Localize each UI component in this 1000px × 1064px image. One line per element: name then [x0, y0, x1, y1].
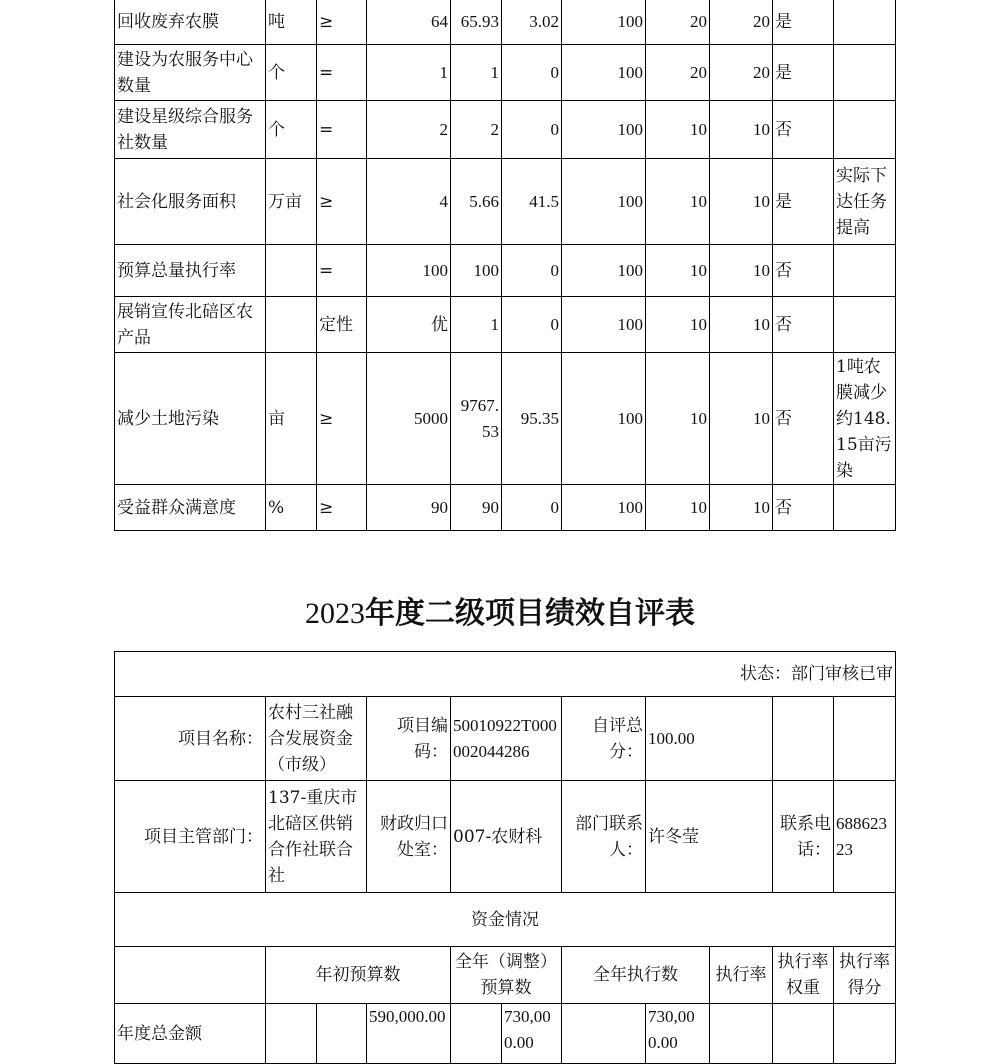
contact-label: 部门联系人： [562, 781, 646, 893]
blank-cell [115, 947, 266, 1004]
indicator-unit: 个 [266, 101, 317, 159]
indicator-full-score: 100 [562, 159, 646, 245]
indicator-flag: 否 [773, 101, 834, 159]
indicator-unit [266, 245, 317, 297]
indicator-unit: 万亩 [266, 159, 317, 245]
indicator-weight: 10 [646, 353, 710, 485]
indicator-flag: 是 [773, 159, 834, 245]
indicator-note [834, 297, 896, 353]
indicator-score: 10 [710, 297, 773, 353]
indicator-unit: 亩 [266, 353, 317, 485]
funds-section-title: 资金情况 [115, 893, 896, 947]
indicator-weight: 10 [646, 101, 710, 159]
table-row [115, 159, 896, 245]
indicator-actual: 1 [451, 297, 502, 353]
indicator-unit: % [266, 485, 317, 531]
form-title [0, 590, 1000, 638]
indicator-weight: 10 [646, 297, 710, 353]
table-row [115, 101, 896, 159]
indicator-actual: 1 [451, 45, 502, 101]
indicator-deviation: 0 [502, 245, 562, 297]
form-title-year: 2023 [305, 597, 365, 630]
indicator-name: 减少土地污染 [115, 353, 266, 485]
indicator-target: 64 [367, 0, 451, 45]
blank-cell [317, 1004, 367, 1064]
blank-cell [710, 1004, 773, 1064]
indicator-target: 100 [367, 245, 451, 297]
header-adjusted-budget: 全年（调整）预算数 [451, 947, 562, 1004]
indicator-operator: ≥ [317, 0, 367, 45]
indicator-name: 建设星级综合服务社数量 [115, 101, 266, 159]
project-name-label: 项目名称： [115, 697, 266, 781]
indicator-score: 10 [710, 101, 773, 159]
indicator-operator: = [317, 245, 367, 297]
indicator-flag: 是 [773, 0, 834, 45]
indicator-score: 10 [710, 159, 773, 245]
indicator-operator: 定性 [317, 297, 367, 353]
indicator-actual: 100 [451, 245, 502, 297]
table-row [115, 485, 896, 531]
self-evaluation-form-table [114, 651, 896, 1064]
table-row [115, 297, 896, 353]
indicator-unit: 吨 [266, 0, 317, 45]
total-amount-label: 年度总金额 [115, 1004, 266, 1064]
status-cell [115, 652, 896, 697]
indicator-score: 20 [710, 0, 773, 45]
indicator-actual: 90 [451, 485, 502, 531]
form-title-text: 年度二级项目绩效自评表 [365, 597, 695, 630]
indicator-target: 4 [367, 159, 451, 245]
blank-cell [562, 1004, 646, 1064]
total-executed-value: 730,000.00 [646, 1004, 710, 1064]
phone-value: 68862323 [834, 781, 896, 893]
indicator-weight: 20 [646, 0, 710, 45]
indicator-weight: 10 [646, 159, 710, 245]
indicator-name: 社会化服务面积 [115, 159, 266, 245]
indicator-name: 受益群众满意度 [115, 485, 266, 531]
indicator-flag: 否 [773, 297, 834, 353]
indicator-unit: 个 [266, 45, 317, 101]
indicator-target: 90 [367, 485, 451, 531]
blank-cell [834, 1004, 896, 1064]
indicator-deviation: 0 [502, 45, 562, 101]
indicator-full-score: 100 [562, 297, 646, 353]
table-row [115, 0, 896, 45]
finance-label: 财政归口处室： [367, 781, 451, 893]
indicator-actual: 2 [451, 101, 502, 159]
dept-label: 项目主管部门： [115, 781, 266, 893]
indicator-flag: 是 [773, 45, 834, 101]
indicator-full-score: 100 [562, 245, 646, 297]
indicator-actual: 65.93 [451, 0, 502, 45]
indicator-flag: 否 [773, 245, 834, 297]
blank-cell [451, 1004, 502, 1064]
table-row [115, 245, 896, 297]
header-initial-budget: 年初预算数 [266, 947, 451, 1004]
indicator-note [834, 0, 896, 45]
indicator-deviation: 0 [502, 297, 562, 353]
indicator-deviation: 0 [502, 101, 562, 159]
indicator-full-score: 100 [562, 0, 646, 45]
project-code-value: 50010922T000002044286 [451, 697, 562, 781]
indicator-score: 10 [710, 245, 773, 297]
indicator-target: 5000 [367, 353, 451, 485]
indicator-actual: 5.66 [451, 159, 502, 245]
phone-label: 联系电话： [773, 781, 834, 893]
indicator-deviation: 41.5 [502, 159, 562, 245]
indicator-deviation: 3.02 [502, 0, 562, 45]
total-adjusted-value: 730,000.00 [502, 1004, 562, 1064]
indicator-note: 1吨农膜减少约148.15亩污染 [834, 353, 896, 485]
indicator-full-score: 100 [562, 485, 646, 531]
indicator-weight: 10 [646, 485, 710, 531]
header-execution-rate: 执行率 [710, 947, 773, 1004]
indicator-deviation: 0 [502, 485, 562, 531]
total-initial-value: 590,000.00 [367, 1004, 451, 1064]
indicator-name: 展销宣传北碚区农产品 [115, 297, 266, 353]
indicator-unit [266, 297, 317, 353]
blank-cell [834, 697, 896, 781]
indicator-operator: = [317, 45, 367, 101]
indicator-note [834, 101, 896, 159]
header-executed: 全年执行数 [562, 947, 710, 1004]
contact-value: 许冬莹 [646, 781, 773, 893]
indicator-score: 10 [710, 353, 773, 485]
indicator-note [834, 485, 896, 531]
indicator-note [834, 245, 896, 297]
self-score-label: 自评总分： [562, 697, 646, 781]
indicator-score: 10 [710, 485, 773, 531]
finance-value: 007-农财科 [451, 781, 562, 893]
table-row [115, 353, 896, 485]
indicator-full-score: 100 [562, 101, 646, 159]
blank-cell [773, 1004, 834, 1064]
indicator-deviation: 95.35 [502, 353, 562, 485]
indicator-score: 20 [710, 45, 773, 101]
blank-cell [773, 697, 834, 781]
header-rate-score: 执行率得分 [834, 947, 896, 1004]
project-name-value: 农村三社融合发展资金（市级） [266, 697, 367, 781]
indicator-target: 优 [367, 297, 451, 353]
self-score-value: 100.00 [646, 697, 773, 781]
performance-indicator-table [114, 0, 896, 531]
indicator-weight: 20 [646, 45, 710, 101]
indicator-name: 预算总量执行率 [115, 245, 266, 297]
indicator-operator: ≥ [317, 485, 367, 531]
indicator-full-score: 100 [562, 353, 646, 485]
indicator-target: 2 [367, 101, 451, 159]
indicator-name: 建设为农服务中心数量 [115, 45, 266, 101]
status-text: 状态：部门审核已审 [740, 664, 894, 684]
indicator-flag: 否 [773, 485, 834, 531]
indicator-weight: 10 [646, 245, 710, 297]
indicator-operator: = [317, 101, 367, 159]
dept-value: 137-重庆市北碚区供销合作社联合社 [266, 781, 367, 893]
indicator-name: 回收废弃农膜 [115, 0, 266, 45]
indicator-note [834, 45, 896, 101]
project-code-label: 项目编码： [367, 697, 451, 781]
indicator-operator: ≥ [317, 159, 367, 245]
table-row [115, 45, 896, 101]
indicator-actual: 9767.53 [451, 353, 502, 485]
indicator-flag: 否 [773, 353, 834, 485]
indicator-operator: ≥ [317, 353, 367, 485]
header-rate-weight: 执行率权重 [773, 947, 834, 1004]
indicator-note: 实际下达任务提高 [834, 159, 896, 245]
blank-cell [266, 1004, 317, 1064]
indicator-target: 1 [367, 45, 451, 101]
indicator-full-score: 100 [562, 45, 646, 101]
